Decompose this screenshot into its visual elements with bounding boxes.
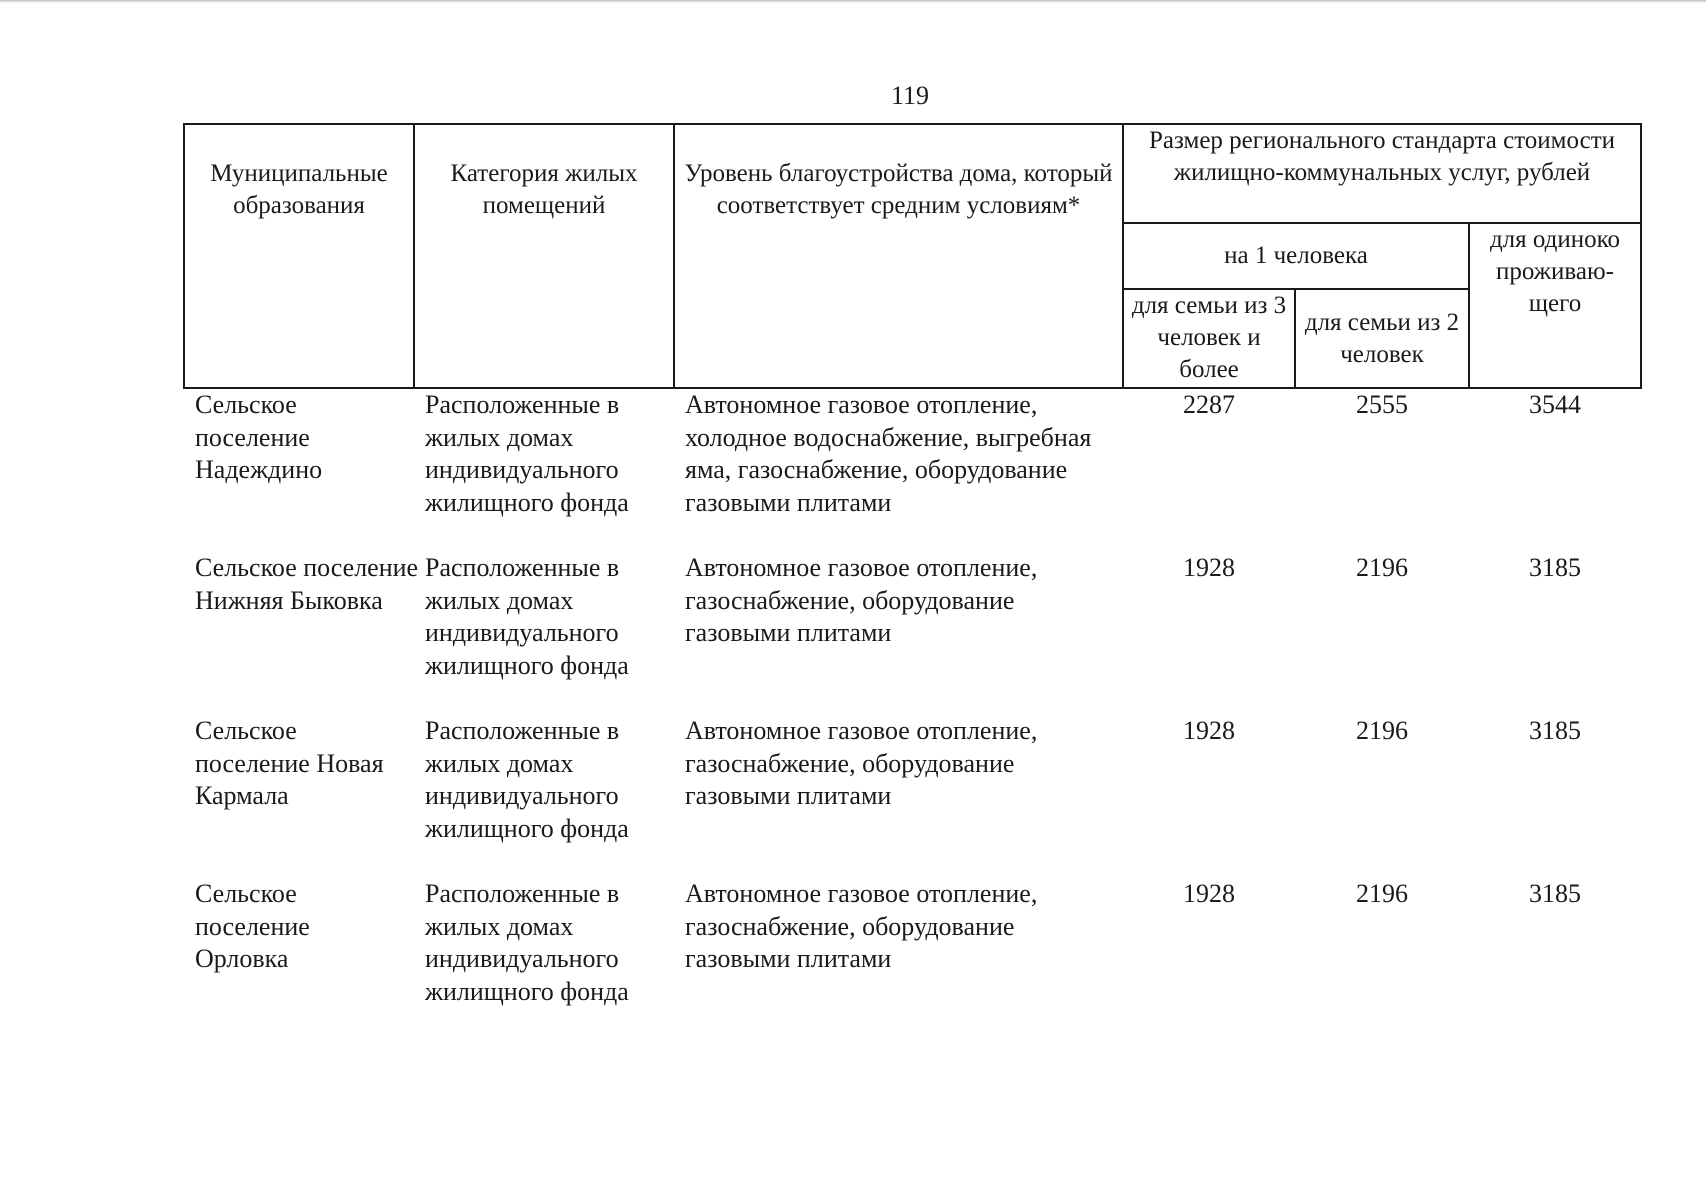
header-category: Категория жилых помещений bbox=[450, 160, 638, 219]
row-improvement-level: Автономное газовое отопление, газоснабжение, оборудование газовыми плитами bbox=[685, 553, 1038, 648]
row-single: 3185 bbox=[1529, 879, 1581, 908]
header-single: для одиноко проживаю-щего bbox=[1489, 226, 1621, 317]
row-family-3: 1928 bbox=[1183, 716, 1235, 745]
header-per-person: на 1 человека bbox=[1224, 242, 1368, 269]
row-family-2: 2196 bbox=[1356, 879, 1408, 908]
row-municipality: Сельское поселение Новая Кармала bbox=[195, 716, 384, 811]
row-municipality: Сельское поселение Нижняя Быковка bbox=[195, 553, 419, 615]
row-category: Расположенные в жилых домах индивидуального жилищного фонда bbox=[425, 390, 629, 517]
row-family-3: 2287 bbox=[1183, 390, 1235, 419]
header-standard-size: Размер регионального стандарта стоимости жилищно-коммунальных услуг, рублей bbox=[1148, 127, 1616, 186]
row-municipality: Сельское поселение Надеждино bbox=[195, 390, 323, 485]
header-municipality: Муниципальные образования bbox=[210, 160, 388, 219]
row-single: 3544 bbox=[1529, 390, 1581, 419]
row-family-3: 1928 bbox=[1183, 879, 1235, 908]
row-family-2: 2196 bbox=[1356, 553, 1408, 582]
row-improvement-level: Автономное газовое отопление, газоснабжение, оборудование газовыми плитами bbox=[685, 879, 1038, 974]
row-single: 3185 bbox=[1529, 716, 1581, 745]
row-family-2: 2196 bbox=[1356, 716, 1408, 745]
row-municipality: Сельское поселение Орловка bbox=[195, 879, 310, 974]
page-edge-shadow bbox=[0, 0, 1706, 3]
row-category: Расположенные в жилых домах индивидуального жилищного фонда bbox=[425, 553, 629, 680]
row-improvement-level: Автономное газовое отопление, газоснабжение, оборудование газовыми плитами bbox=[685, 716, 1038, 811]
header-right-border bbox=[1640, 123, 1642, 388]
row-single: 3185 bbox=[1529, 553, 1581, 582]
row-improvement-level: Автономное газовое отопление, холодное водоснабжение, выгребная яма, газоснабжение, оборудование газовыми плитами bbox=[685, 390, 1092, 517]
header-family-2: для семьи из 2 человек bbox=[1304, 309, 1460, 368]
row-family-3: 1928 bbox=[1183, 553, 1235, 582]
row-family-2: 2555 bbox=[1356, 390, 1408, 419]
page-number: 119 bbox=[890, 81, 930, 110]
header-family-3: для семьи из 3 человек и более bbox=[1131, 292, 1287, 383]
row-category: Расположенные в жилых домах индивидуального жилищного фонда bbox=[425, 879, 629, 1006]
header-improvement-level: Уровень благоустройства дома, который соответствует средним условиям* bbox=[684, 160, 1113, 219]
row-category: Расположенные в жилых домах индивидуального жилищного фонда bbox=[425, 716, 629, 843]
